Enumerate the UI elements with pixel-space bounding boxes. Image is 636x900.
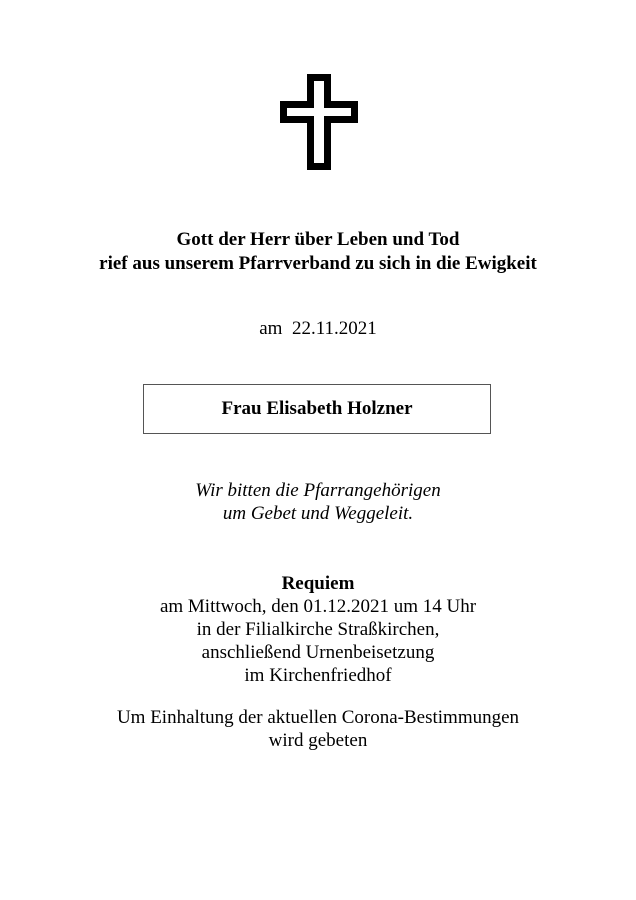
request-line-1: Wir bitten die Pfarrangehörigen [195,480,441,501]
deceased-name: Frau Elisabeth Holzner [221,398,413,419]
header-line-2: rief aus unserem Pfarrverband zu sich in die Ewigkeit [99,253,537,274]
requiem-line-3: anschließend Urnenbeisetzung [201,642,435,663]
notice-line-2: wird gebeten [268,730,368,751]
requiem-title: Requiem [281,573,355,594]
header-line-1: Gott der Herr über Leben und Tod [176,229,460,250]
request-line-2: um Gebet und Weggeleit. [222,503,414,524]
requiem-line-2: in der Filialkirche Straßkirchen, [196,619,440,640]
requiem-line-4: im Kirchenfriedhof [244,665,392,686]
notice-line-1: Um Einhaltung der aktuellen Corona-Bestimmungen [116,707,520,728]
deceased-name-box [143,384,491,434]
requiem-line-1: am Mittwoch, den 01.12.2021 um 14 Uhr [159,596,477,617]
cross-icon [278,72,360,172]
date-line: am 22.11.2021 [259,318,377,339]
